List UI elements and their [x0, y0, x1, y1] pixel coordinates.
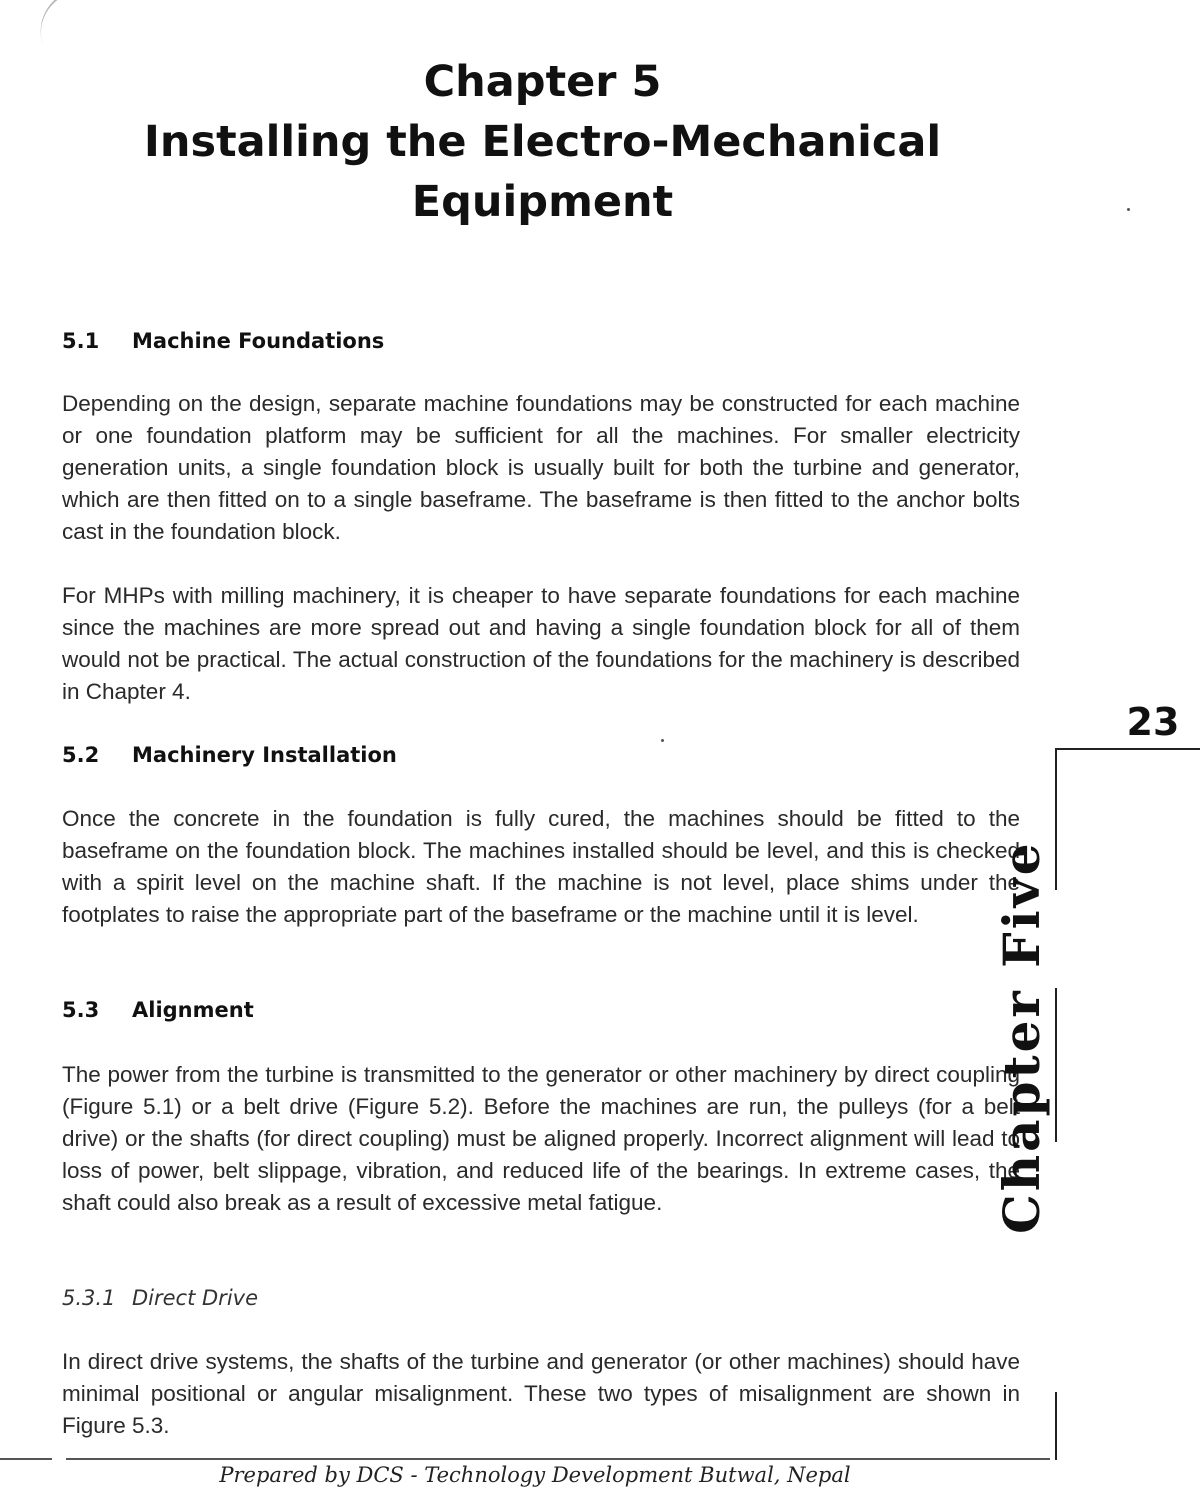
tab-rule	[1055, 748, 1057, 890]
scan-speck	[1127, 208, 1130, 211]
paragraph: For MHPs with milling machinery, it is cheaper to have separate foundations for each machine since the machines are more spread out and having a single foundation block for all of them would not be practical. The actual construction of the foundations for the machinery is described in Chapter 4.	[62, 583, 1020, 704]
chapter-tab-label: Chapter Five	[992, 840, 1051, 1234]
section-heading-5-3	[62, 996, 254, 1024]
section-title: Machinery Installation	[132, 743, 397, 767]
footer-text: Prepared by DCS - Technology Development Butwal, Nepal	[219, 1463, 851, 1487]
section-number: 5.2	[62, 743, 100, 767]
scan-corner-mark	[28, 0, 110, 47]
subsection-number: 5.3.1	[62, 1286, 116, 1310]
section-heading-5-2	[62, 741, 397, 769]
subsection-title: Direct Drive	[132, 1286, 258, 1310]
section-title: Alignment	[132, 998, 254, 1022]
section-heading-5-1	[62, 327, 384, 355]
paragraph: Once the concrete in the foundation is fully cured, the machines should be fitted to the baseframe on the foundation block. The machines installed should be level, and this is checked with a spirit level on the machine shaft. If the machine is not level, place shims under the footplates to raise the appropriate part of the baseframe or the machine until it is level.	[62, 806, 1020, 927]
page-number: 23	[1126, 700, 1180, 744]
paragraph: In direct drive systems, the shafts of the turbine and generator (or other machines) should have minimal positional or angular misalignment. These two types of misalignment are shown in Figure 5.3.	[62, 1349, 1020, 1438]
subsection-heading-5-3-1	[62, 1284, 258, 1312]
scan-speck	[661, 739, 664, 742]
chapter-title-line: Equipment	[411, 177, 674, 227]
paragraph: The power from the turbine is transmitted to the generator or other machinery by direct coupling (Figure 5.1) or a belt drive (Figure 5.2). Before the machines are run, the pulleys (for a belt drive) or the shafts (for direct coupling) must be aligned properly. Incorrect alignment will lead to loss of power, belt slippage, vibration, and reduced life of the bearings. In extreme cases, the shaft could also break as a result of excessive metal fatigue.	[62, 1062, 1020, 1215]
section-number: 5.1	[62, 329, 100, 353]
tab-rule	[1055, 1392, 1057, 1460]
tab-rule	[1055, 748, 1200, 750]
paragraph: Depending on the design, separate machine foundations may be constructed for each machine or one foundation platform may be sufficient for all the machines. For smaller electricity generation units, a single foundation block is usually built for both the turbine and generator, which are then fitted on to a single baseframe. The baseframe is then fitted to the anchor bolts cast in the foundation block.	[62, 391, 1020, 544]
chapter-title-line: Chapter 5	[423, 57, 662, 107]
chapter-title	[0, 52, 1085, 232]
chapter-title-line: Installing the Electro-Mechanical	[143, 117, 942, 167]
tab-rule	[1055, 988, 1057, 1142]
section-number: 5.3	[62, 998, 100, 1022]
section-title: Machine Foundations	[132, 329, 385, 353]
